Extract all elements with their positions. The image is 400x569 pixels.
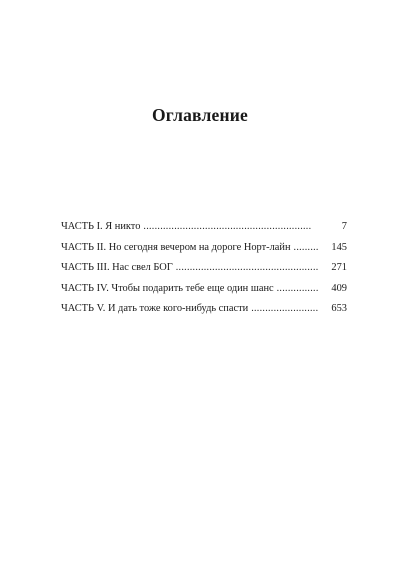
dot-leader bbox=[176, 262, 319, 273]
toc-entry-label: ЧАСТЬ II. Но сегодня вечером на дороге Норт-лайн bbox=[61, 241, 291, 253]
dot-leader bbox=[251, 303, 319, 314]
toc-entry-page-number: 653 bbox=[331, 303, 347, 314]
toc-entry-page-number: 409 bbox=[331, 282, 347, 294]
toc-entry-label: ЧАСТЬ V. И дать тоже кого-нибудь спасти bbox=[61, 303, 249, 314]
toc-entry-label: ЧАСТЬ I. Я никто bbox=[61, 221, 141, 232]
table-of-contents bbox=[61, 221, 347, 324]
toc-entry-part-4[interactable] bbox=[61, 283, 347, 304]
dot-leader bbox=[143, 221, 319, 232]
toc-entry-part-1[interactable] bbox=[61, 221, 347, 242]
toc-entry-part-3[interactable] bbox=[61, 262, 347, 283]
toc-entry-label: ЧАСТЬ III. Нас свел БОГ bbox=[61, 262, 173, 273]
toc-entry-page-number: 145 bbox=[331, 241, 347, 253]
toc-entry-page-number: 271 bbox=[331, 262, 347, 273]
dot-leader bbox=[294, 242, 319, 253]
toc-entry-part-5[interactable] bbox=[61, 303, 347, 324]
dot-leader bbox=[277, 283, 319, 294]
toc-entry-label: ЧАСТЬ IV. Чтобы подарить тебе еще один шанс bbox=[61, 282, 274, 294]
page-title: Оглавление bbox=[152, 105, 248, 125]
toc-entry-part-2[interactable] bbox=[61, 242, 347, 263]
toc-entry-page-number: 7 bbox=[341, 221, 347, 232]
